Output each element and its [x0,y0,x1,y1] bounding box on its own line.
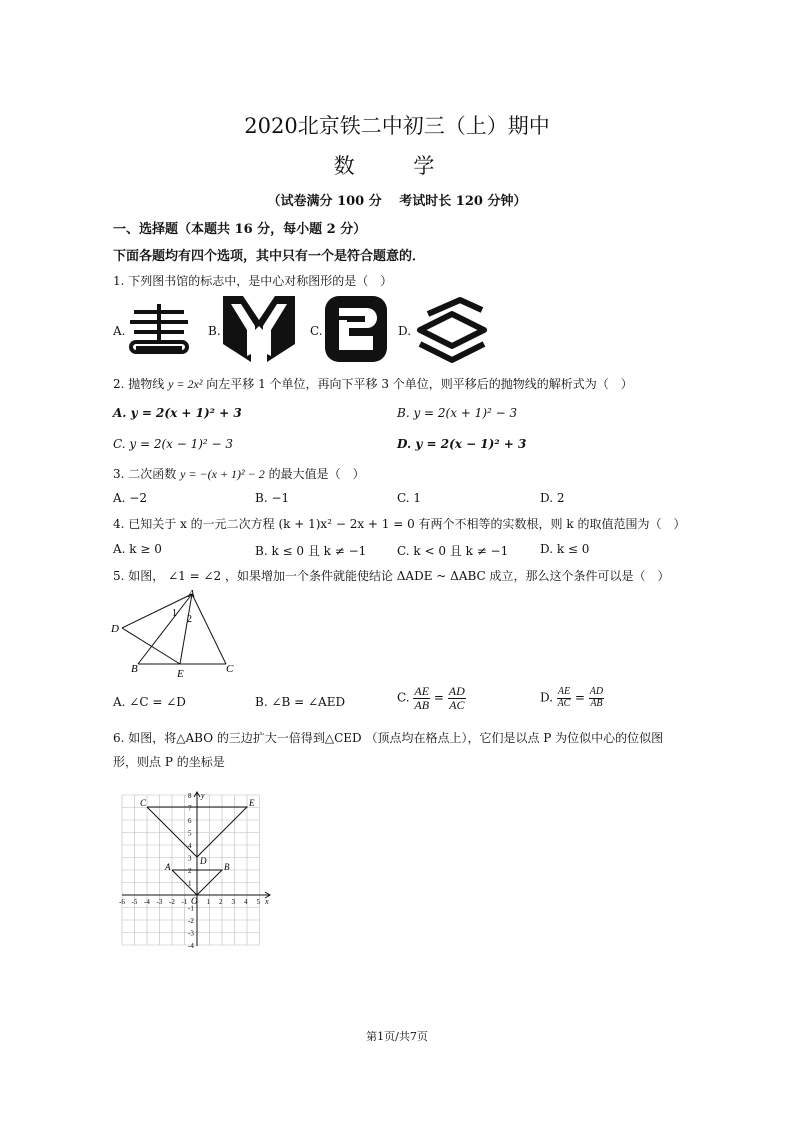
q4-option-a: A. k ≥ 0 [113,542,162,556]
q5-c-frac1-num: AE [414,684,430,698]
y-tick-label: 2 [188,867,192,875]
q5-option-d-prefix: D. [540,690,554,705]
q4-option-b: B. k ≤ 0 且 k ≠ −1 [255,544,367,558]
q5-label-b: B [131,663,138,675]
q5-d-frac1-den: AC [557,697,571,709]
x-tick-label: 3 [231,898,235,906]
y-tick-label: 1 [188,879,192,888]
q3-option-d: D. 2 [540,491,565,505]
q5-label-angle-1: 1 [172,608,177,619]
page-title: 2020北京铁二中初三（上）期中 [244,114,550,138]
q2-option-d: D. y = 2(x − 1)² + 3 [397,437,527,451]
y-tick-label: 3 [188,854,192,863]
q6-label-e: E [249,798,255,808]
q3-equation: y = −(x + 1)² − 2 [180,467,265,481]
y-tick-label: -4 [188,942,194,950]
q5-label-d: D [111,623,119,635]
section-heading: 一、选择题（本题共 16 分，每小题 2 分） [113,222,367,237]
question-6-line2: 形，则点 P 的坐标是 [113,755,225,769]
q5-c-frac2-num: AD [448,684,465,698]
q1-label-c: C. [310,324,323,338]
x-tick-label: -2 [169,898,175,906]
x-tick-label: 1 [206,898,210,906]
x-tick-label: -4 [144,898,150,906]
page-footer: 第1页/共7页 [366,1030,428,1043]
q5-c-frac1-den: AB [414,697,430,712]
q2-text-pre: 2. 抛物线 [113,377,165,391]
q6-label-o: O [191,896,198,906]
q2-equation: y = 2x² [168,377,203,391]
q5-label-e: E [177,668,184,678]
q3-option-b: B. −1 [255,491,290,505]
q3-option-c: C. 1 [397,491,422,505]
q5-option-d: D. $\frac{AE}{AC}$ = $\frac{AD}{AB}$ [540,686,604,709]
question-4-text: 4. 已知关于 x 的一元二次方程 (k + 1)x² − 2x + 1 = 0 有两个不相等的实数根，则 k 的取值范围为（ ） [113,517,686,531]
q5-d-frac1-num: AE [557,686,571,697]
x-tick-label: -1 [181,898,188,906]
q6-label-a: A [165,862,171,872]
q2-option-a: A. y = 2(x + 1)² + 3 [113,406,242,420]
q6-label-y: y [201,791,205,800]
x-tick-label: 4 [244,898,248,906]
x-tick-label: -6 [119,898,125,906]
q5-option-b: B. ∠B = ∠AED [255,695,346,709]
y-tick-label: 8 [188,792,192,800]
question-2-text [113,375,633,392]
y-tick-label: 4 [188,842,192,850]
question-3-text [113,465,365,482]
q2-option-b: B. y = 2(x + 1)² − 3 [397,406,518,420]
q5-option-c-prefix: C. [397,690,410,705]
q3-option-a: A. −2 [113,491,147,505]
q1-label-d: D. [398,324,412,338]
q6-label-d: D [200,856,207,866]
q5-label-c: C [226,663,234,675]
q5-label-a: A [188,588,195,600]
q2-text-post: 向左平移 1 个单位，再向下平移 3 个单位，则平移后的抛物线的解析式为（ ） [206,377,633,391]
q5-option-a: A. ∠C = ∠D [113,695,186,709]
logo-d-image [412,294,488,364]
exam-meta: （试卷满分 100 分 考试时长 120 分钟） [267,194,527,209]
y-tick-label: 6 [188,817,192,825]
x-tick-label: 2 [219,898,223,906]
question-5-text: 5. 如图， ∠1 = ∠2 ，如果增加一个条件就能使结论 ΔADE ~ ΔABC 成立，那么这个条件可以是（ ） [113,569,670,583]
q6-label-x: x [265,897,269,906]
q5-label-angle-2: 2 [187,614,192,625]
q4-option-d: D. k ≤ 0 [540,542,590,556]
section-instruction: 下面各题均有四个选项，其中只有一个是符合题意的． [113,249,426,264]
q5-d-frac2-num: AD [589,686,604,697]
q3-text-pre: 3. 二次函数 [113,467,177,481]
q6-label-c: C [140,798,147,808]
y-tick-label: -3 [188,929,194,938]
q6-axes [122,792,270,946]
q5-option-c: C. $\frac{AE}{AB}$ = $\frac{AD}{AC}$ [397,684,465,712]
x-tick-label: -3 [156,898,163,906]
logo-c-image [323,294,389,364]
q1-label-a: A. [113,324,126,338]
y-tick-label: 7 [188,804,192,813]
q5-d-frac2-den: AB [590,697,603,709]
y-tick-label: -1 [188,904,194,913]
q6-label-b: B [224,862,230,872]
x-tick-label: 5 [256,898,260,906]
subject-title: 数 学 [333,154,461,178]
x-tick-label: -5 [131,898,138,906]
question-1-text: 1. 下列图书馆的标志中，是中心对称图形的是（ ） [113,274,393,288]
q3-text-post: 的最大值是（ ） [268,467,365,481]
q5-c-frac2-den: AC [449,697,465,712]
q4-option-c: C. k < 0 且 k ≠ −1 [397,544,509,558]
q6-coordinate-grid [114,786,274,952]
q5-triangle-figure [108,586,248,678]
q1-label-b: B. [208,324,221,338]
logo-a-image [124,298,194,362]
question-6-line1: 6. 如图，将△ABO 的三边扩大一倍得到△CED （顶点均在格点上），它们是以点 P 为位似中心的位似图 [113,731,664,745]
q2-option-c: C. y = 2(x − 1)² − 3 [113,437,234,451]
y-tick-label: 5 [188,829,192,838]
logo-b-image [221,294,297,364]
y-tick-label: -2 [188,917,194,925]
